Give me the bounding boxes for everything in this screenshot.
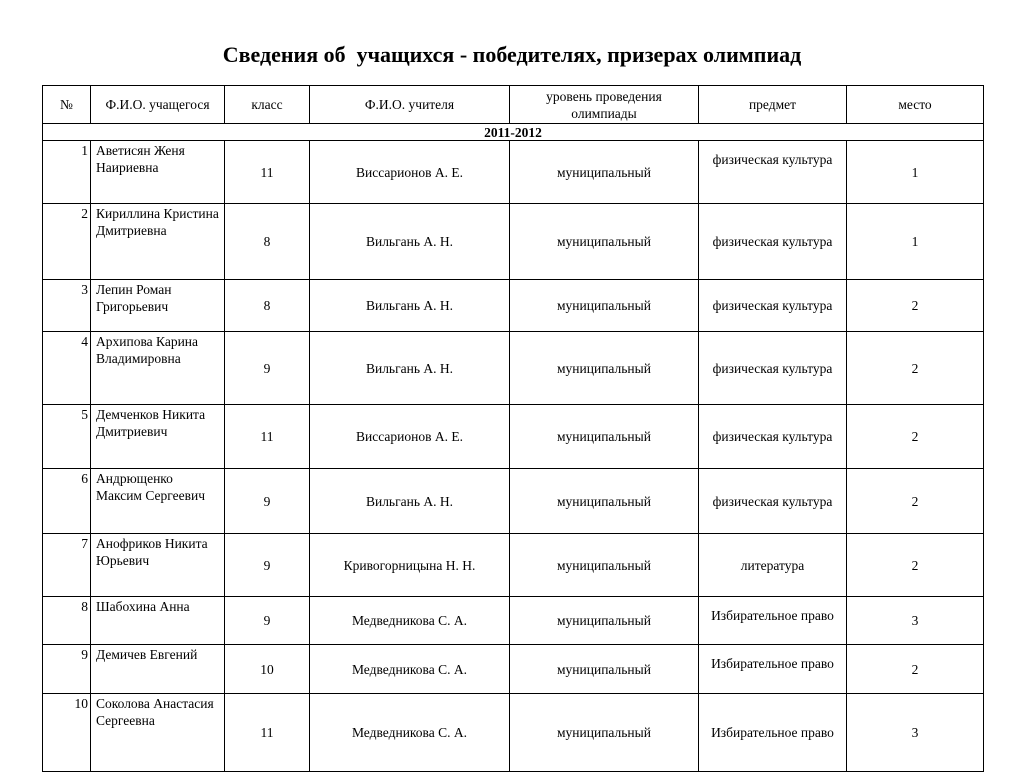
header-place: место — [847, 86, 984, 124]
header-subject: предмет — [699, 86, 847, 124]
cell-place: 2 — [847, 469, 984, 534]
cell-teacher: Виссарионов А. Е. — [310, 405, 510, 469]
cell-level: муниципальный — [510, 204, 699, 280]
cell-level: муниципальный — [510, 141, 699, 204]
table-row — [43, 332, 984, 405]
cell-student-name: Андрющенко Максим Сергеевич — [91, 469, 225, 534]
cell-student-name: Архипова Карина Владимировна — [91, 332, 225, 405]
cell-student-name: Соколова Анастасия Сергеевна — [91, 694, 225, 772]
cell-num: 8 — [43, 597, 91, 645]
table-header-row — [43, 86, 984, 124]
cell-subject: физическая культура — [699, 469, 847, 534]
cell-place: 2 — [847, 280, 984, 332]
cell-subject: физическая культура — [699, 141, 847, 204]
cell-teacher: Виссарионов А. Е. — [310, 141, 510, 204]
cell-teacher: Кривогорницына Н. Н. — [310, 534, 510, 597]
table-row — [43, 204, 984, 280]
cell-place: 2 — [847, 645, 984, 694]
cell-teacher: Вильгань А. Н. — [310, 469, 510, 534]
cell-level: муниципальный — [510, 280, 699, 332]
table-row — [43, 469, 984, 534]
cell-num: 10 — [43, 694, 91, 772]
table-row — [43, 141, 984, 204]
cell-subject: литература — [699, 534, 847, 597]
cell-subject: физическая культура — [699, 332, 847, 405]
cell-num: 1 — [43, 141, 91, 204]
table-row — [43, 534, 984, 597]
cell-student-name: Демичев Евгений — [91, 645, 225, 694]
cell-teacher: Медведникова С. А. — [310, 597, 510, 645]
cell-student-name: Кириллина Кристина Дмитриевна — [91, 204, 225, 280]
cell-grade: 9 — [225, 534, 310, 597]
cell-grade: 8 — [225, 204, 310, 280]
cell-level: муниципальный — [510, 469, 699, 534]
cell-teacher: Вильгань А. Н. — [310, 204, 510, 280]
year-label: 2011-2012 — [43, 124, 984, 141]
cell-subject: Избирательное право — [699, 645, 847, 694]
cell-place: 2 — [847, 405, 984, 469]
cell-grade: 10 — [225, 645, 310, 694]
cell-grade: 9 — [225, 597, 310, 645]
cell-subject: физическая культура — [699, 280, 847, 332]
cell-grade: 9 — [225, 332, 310, 405]
cell-level: муниципальный — [510, 597, 699, 645]
table-row — [43, 405, 984, 469]
cell-teacher: Медведникова С. А. — [310, 694, 510, 772]
cell-num: 7 — [43, 534, 91, 597]
cell-place: 2 — [847, 534, 984, 597]
cell-subject: физическая культура — [699, 405, 847, 469]
cell-grade: 9 — [225, 469, 310, 534]
cell-subject: физическая культура — [699, 204, 847, 280]
cell-student-name: Анофриков Никита Юрьевич — [91, 534, 225, 597]
table-row — [43, 645, 984, 694]
cell-student-name: Лепин Роман Григорьевич — [91, 280, 225, 332]
cell-grade: 11 — [225, 694, 310, 772]
cell-place: 2 — [847, 332, 984, 405]
cell-teacher: Медведникова С. А. — [310, 645, 510, 694]
cell-place: 1 — [847, 204, 984, 280]
cell-student-name: Аветисян Женя Наириевна — [91, 141, 225, 204]
cell-num: 4 — [43, 332, 91, 405]
cell-subject: Избирательное право — [699, 694, 847, 772]
cell-num: 5 — [43, 405, 91, 469]
table-row — [43, 694, 984, 772]
cell-level: муниципальный — [510, 534, 699, 597]
cell-num: 2 — [43, 204, 91, 280]
header-grade: класс — [225, 86, 310, 124]
cell-grade: 11 — [225, 141, 310, 204]
cell-level: муниципальный — [510, 694, 699, 772]
year-row — [43, 124, 984, 141]
cell-level: муниципальный — [510, 332, 699, 405]
cell-num: 3 — [43, 280, 91, 332]
cell-teacher: Вильгань А. Н. — [310, 332, 510, 405]
page-title: Сведения об учащихся - победителях, призерах олимпиад — [222, 42, 802, 67]
cell-grade: 8 — [225, 280, 310, 332]
cell-teacher: Вильгань А. Н. — [310, 280, 510, 332]
cell-grade: 11 — [225, 405, 310, 469]
cell-level: муниципальный — [510, 405, 699, 469]
table-row — [43, 280, 984, 332]
cell-student-name: Шабохина Анна — [91, 597, 225, 645]
header-level: уровень проведения олимпиады — [510, 86, 699, 124]
cell-num: 9 — [43, 645, 91, 694]
cell-place: 3 — [847, 597, 984, 645]
cell-num: 6 — [43, 469, 91, 534]
table-row — [43, 597, 984, 645]
header-num: № — [43, 86, 91, 124]
header-teacher: Ф.И.О. учителя — [310, 86, 510, 124]
cell-subject: Избирательное право — [699, 597, 847, 645]
cell-student-name: Демченков Никита Дмитриевич — [91, 405, 225, 469]
cell-place: 1 — [847, 141, 984, 204]
cell-place: 3 — [847, 694, 984, 772]
cell-level: муниципальный — [510, 645, 699, 694]
olympiad-winners-table — [42, 85, 984, 772]
header-student: Ф.И.О. учащегося — [91, 86, 225, 124]
